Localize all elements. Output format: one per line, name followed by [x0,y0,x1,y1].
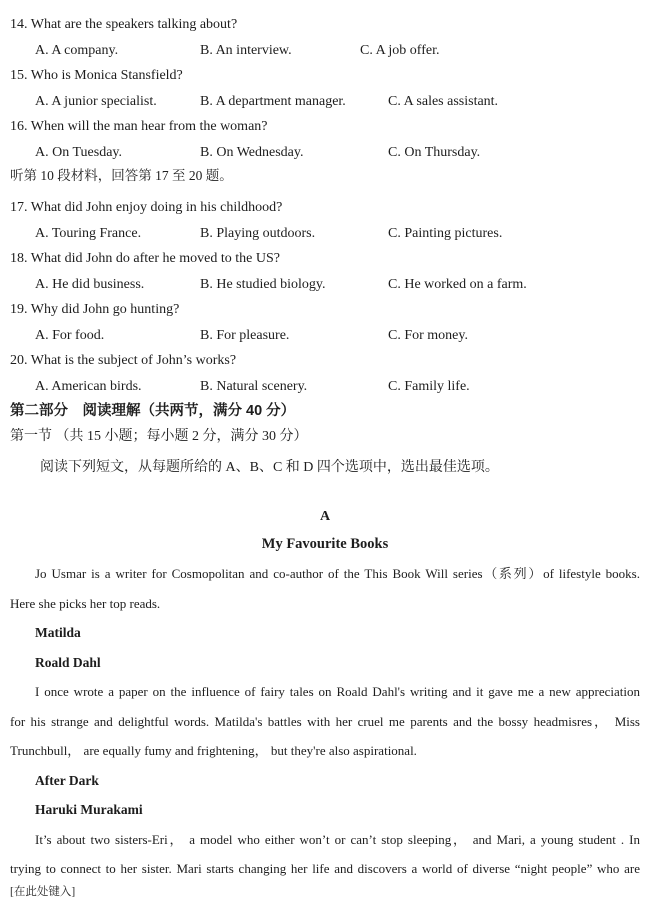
book1-author: Roald Dahl [35,654,101,670]
question-17: 17. What did John enjoy doing in his childhood? [10,200,283,215]
part2-header: 第二部分 阅读理解（共两节，满分 40 分） [10,403,296,419]
option-15-c: C. A sales assistant. [388,93,499,109]
question-19: 19. Why did John go hunting? [10,302,180,317]
option-18-b: B. He studied biology. [200,276,326,292]
option-15-a: A. A junior specialist. [35,93,157,109]
question-14-options [10,38,640,64]
question-18-options [10,272,640,298]
book1-paragraph-line-2: for his strange and delightful words. Matilda's battles with her cruel me parents and the bossy headmisres， Miss [10,713,640,729]
option-14-b: B. An interview. [200,42,292,58]
option-17-c: C. Painting pictures. [388,225,503,241]
book2-paragraph-line-1: It’s about two sisters-Eri， a model who either won’t or can’t stop sleeping， and Mari, a young student . In [35,831,640,847]
question-15: 15. Who is Monica Stansfield? [10,68,183,83]
option-14-a: A. A company. [35,42,119,58]
option-18-a: A. He did business. [35,276,145,292]
option-16-c: C. On Thursday. [388,144,481,160]
question-18: 18. What did John do after he moved to the US? [10,251,280,266]
option-20-c: C. Family life. [388,378,470,394]
option-19-a: A. For food. [35,327,105,343]
passage-title: My Favourite Books [261,536,389,552]
option-20-a: A. American birds. [35,378,142,394]
typing-placeholder[interactable]: [在此处键入] [10,885,76,898]
passage-intro-line-2: Here she picks her top reads. [10,595,161,611]
option-17-b: B. Playing outdoors. [200,225,316,241]
option-18-c: C. He worked on a farm. [388,276,527,292]
question-19-options [10,323,640,349]
question-14: 14. What are the speakers talking about? [10,17,238,32]
option-19-c: C. For money. [388,327,468,343]
option-16-b: B. On Wednesday. [200,144,304,160]
option-17-a: A. Touring France. [35,225,142,241]
question-16: 16. When will the man hear from the woman? [10,119,268,134]
question-20: 20. What is the subject of John’s works? [10,353,237,368]
book1-title: Matilda [35,625,81,640]
question-16-options [10,140,640,166]
option-19-b: B. For pleasure. [200,327,290,343]
book2-paragraph-line-2: trying to connect to her sister. Mari starts changing her life and discovers a world of diverse “night people” who are [10,861,640,876]
book1-paragraph-line-3: Trunchbull， are equally fumy and frightening， but they're also aspirational. [10,743,417,758]
book2-title: After Dark [35,772,99,788]
part2-section1-header: 第一节 （共 15 小题；每小题 2 分，满分 30 分） [10,429,308,444]
option-20-b: B. Natural scenery. [200,378,308,394]
question-17-options [10,221,640,247]
question-15-options [10,89,640,115]
option-14-c: C. A job offer. [360,42,440,58]
option-15-b: B. A department manager. [200,93,346,109]
question-20-options [10,374,640,400]
book1-paragraph-line-1: I once wrote a paper on the influence of fairy tales on Roald Dahl's writing and it gave me a new appreciation [35,684,640,699]
passage-intro-line-1: Jo Usmar is a writer for Cosmopolitan and co-author of the This Book Will series（系列）of lifestyle books. [35,566,640,581]
listening-material-note: 听第 10 段材料，回答第 17 至 20 题。 [10,168,233,183]
book2-author: Haruki Murakami [35,802,143,817]
reading-instruction: 阅读下列短文，从每题所给的 A、B、C 和 D 四个选项中，选出最佳选项。 [40,460,499,475]
passage-label: A [319,509,331,524]
option-16-a: A. On Tuesday. [35,144,122,160]
